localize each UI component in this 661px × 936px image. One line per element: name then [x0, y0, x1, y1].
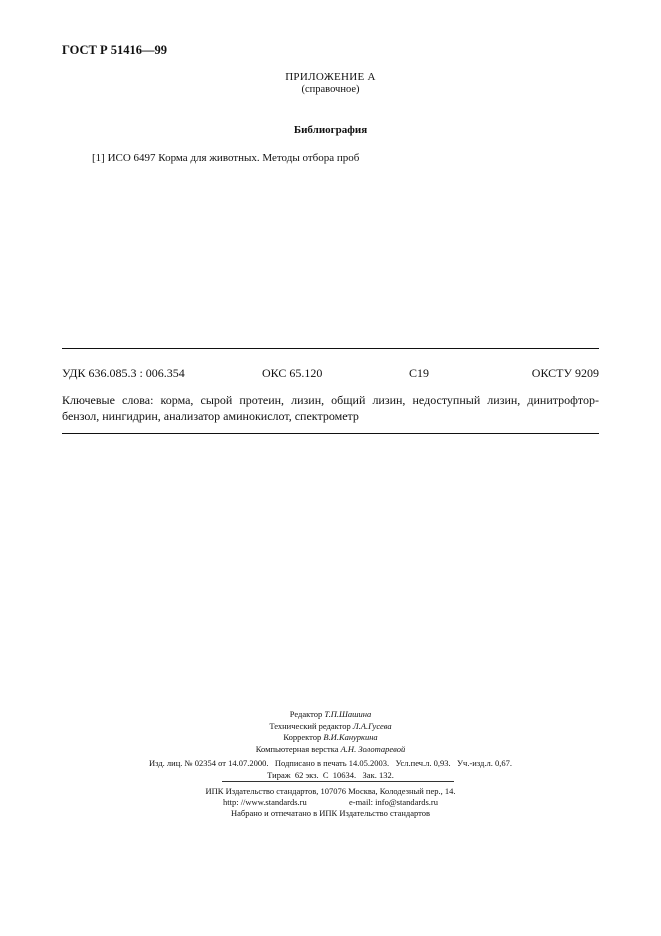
appendix-title: ПРИЛОЖЕНИЕ А	[285, 71, 376, 83]
layout-credit	[0, 744, 661, 756]
publisher-address: ИПК Издательство стандартов, 107076 Москва, Колодезный пер., 14.	[205, 786, 456, 796]
layout-name: А.Н. Золотаревой	[340, 743, 406, 754]
credits-block	[0, 709, 661, 755]
print-info-line-2: Тираж 62 экз. С 10634. Зак. 132.	[267, 769, 394, 780]
editor-name: Т.П.Шашина	[324, 709, 372, 719]
corrector-credit	[0, 732, 661, 744]
layout-label: Компьютерная верстка	[255, 743, 339, 754]
bibliography-entry: [1] ИСО 6497 Корма для животных. Методы отбора проб	[92, 152, 360, 164]
corrector-name: В.И.Кануркина	[323, 732, 378, 742]
editor-credit	[0, 709, 661, 721]
bibliography-heading: Библиография	[293, 124, 368, 136]
oks-code: ОКС 65.120	[262, 366, 323, 380]
classification-bottom-rule	[62, 433, 599, 434]
publisher-email: e-mail: info@standards.ru	[348, 797, 438, 807]
standard-code: ГОСТ Р 51416—99	[62, 43, 168, 57]
publisher-contacts	[0, 797, 661, 808]
editor-label: Редактор	[289, 709, 323, 719]
appendix-subtitle: (справочное)	[301, 84, 360, 95]
keywords-line-1: Ключевые слова: корма, сырой протеин, лизин, общий лизин, недоступный лизин, динитрофтор-	[62, 393, 599, 407]
print-info-line-1: Изд. лиц. № 02354 от 14.07.2000. Подписано в печать 14.05.2003. Усл.печ.л. 0,93. Уч.-изд.л. 0,67.	[149, 758, 512, 768]
keywords-block	[62, 392, 599, 424]
tech-editor-label: Технический редактор	[269, 720, 351, 731]
udk-code: УДК 636.085.3 : 006.354	[62, 366, 185, 380]
publisher-website: http: //www.standards.ru	[222, 797, 307, 807]
tech-editor-name: Л.А.Гусева	[352, 720, 392, 731]
group-code: С19	[409, 366, 430, 380]
okstu-code: ОКСТУ 9209	[531, 366, 599, 380]
classification-top-rule	[62, 348, 599, 349]
corrector-label: Корректор	[283, 732, 322, 742]
publisher-rule	[222, 781, 454, 782]
tech-editor-credit	[0, 721, 661, 733]
publisher-imprint: Набрано и отпечатано в ИПК Издательство стандартов	[230, 808, 431, 818]
keywords-line-2: бензол, нингидрин, анализатор аминокислот, спектрометр	[62, 409, 359, 423]
print-info-block	[0, 758, 661, 781]
publisher-block	[0, 786, 661, 819]
